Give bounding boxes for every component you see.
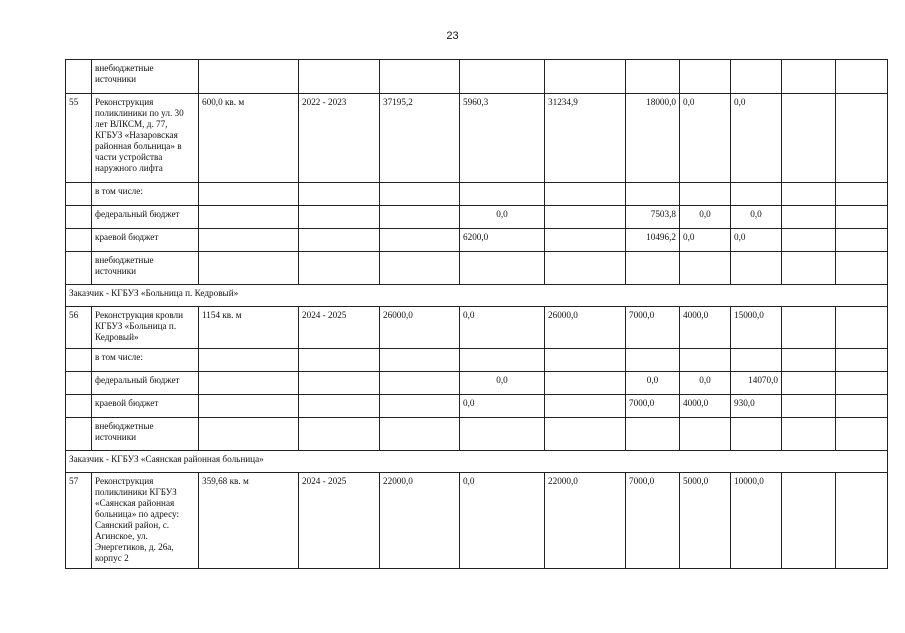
total-cell: 37195,2 (380, 94, 460, 183)
value-cell: 0,0 (460, 395, 545, 418)
value-cell: 0,0 (731, 206, 782, 229)
value-cell: 7000,0 (626, 395, 680, 418)
row-label: в том числе: (92, 349, 199, 372)
table-row (66, 252, 888, 285)
section-header-row (66, 451, 888, 473)
period-cell: 2022 - 2023 (299, 94, 380, 183)
total-cell: 26000,0 (380, 307, 460, 349)
table-row (66, 206, 888, 229)
value-cell: 4000,0 (680, 395, 731, 418)
table-row (66, 473, 888, 569)
capacity-cell: 359,68 кв. м (199, 473, 299, 569)
value-cell: 0,0 (731, 229, 782, 252)
value-cell: 0,0 (731, 94, 782, 183)
value-cell: 15000,0 (731, 307, 782, 349)
row-label: краевой бюджет (92, 229, 199, 252)
value-cell: 0,0 (680, 94, 731, 183)
value-cell: 0,0 (460, 206, 545, 229)
value-cell: 5000,0 (680, 473, 731, 569)
table-row (66, 395, 888, 418)
table-row (66, 372, 888, 395)
value-cell: 10000,0 (731, 473, 782, 569)
value-cell: 26000,0 (545, 307, 626, 349)
value-cell: 0,0 (460, 307, 545, 349)
page-number: 23 (446, 30, 459, 42)
row-number: 57 (66, 473, 92, 569)
section-header-row (66, 285, 888, 307)
table-row (66, 349, 888, 372)
row-label: в том числе: (92, 183, 199, 206)
table-row (66, 183, 888, 206)
table-row (66, 418, 888, 451)
capacity-cell: 600,0 кв. м (199, 94, 299, 183)
project-name: Реконструкция кровли КГБУЗ «Больница п. Кедровый» (92, 307, 199, 349)
section-title: Заказчик - КГБУЗ «Больница п. Кедровый» (66, 285, 888, 307)
project-name: Реконструкция поликлиники КГБУЗ «Саянская районная больница» по адресу: Саянский район, с. Агинское, ул. Энергетиков, д. 26а, корпус 2 (92, 473, 199, 569)
total-cell: 22000,0 (380, 473, 460, 569)
value-cell: 4000,0 (680, 307, 731, 349)
section-title: Заказчик - КГБУЗ «Саянская районная больница» (66, 451, 888, 473)
value-cell: 0,0 (460, 473, 545, 569)
table-row (66, 307, 888, 349)
value-cell: 7503,8 (626, 206, 680, 229)
value-cell: 5960,3 (460, 94, 545, 183)
program-table (65, 59, 888, 569)
row-label: федеральный бюджет (92, 372, 199, 395)
value-cell: 0,0 (626, 372, 680, 395)
value-cell: 14070,0 (731, 372, 782, 395)
project-name: Реконструкция поликлиники по ул. 30 лет ВЛКСМ, д. 77, КГБУЗ «Назаровская районная больница» в части устройства наружного лифта (92, 94, 199, 183)
value-cell: 7000,0 (626, 473, 680, 569)
period-cell: 2024 - 2025 (299, 473, 380, 569)
table-row (66, 60, 888, 94)
value-cell: 7000,0 (626, 307, 680, 349)
row-label: внебюджетные источники (92, 418, 199, 451)
capacity-cell: 1154 кв. м (199, 307, 299, 349)
row-label: краевой бюджет (92, 395, 199, 418)
value-cell: 0,0 (680, 372, 731, 395)
row-label: внебюджетные источники (92, 252, 199, 285)
row-number: 56 (66, 307, 92, 349)
value-cell: 18000,0 (626, 94, 680, 183)
row-label: внебюджетные источники (92, 60, 199, 94)
period-cell: 2024 - 2025 (299, 307, 380, 349)
value-cell: 6200,0 (460, 229, 545, 252)
value-cell: 0,0 (680, 206, 731, 229)
value-cell: 10496,2 (626, 229, 680, 252)
value-cell: 0,0 (680, 229, 731, 252)
table-row (66, 229, 888, 252)
table-row (66, 94, 888, 183)
value-cell: 930,0 (731, 395, 782, 418)
value-cell: 0,0 (460, 372, 545, 395)
row-label: федеральный бюджет (92, 206, 199, 229)
value-cell: 22000,0 (545, 473, 626, 569)
row-number: 55 (66, 94, 92, 183)
value-cell: 31234,9 (545, 94, 626, 183)
